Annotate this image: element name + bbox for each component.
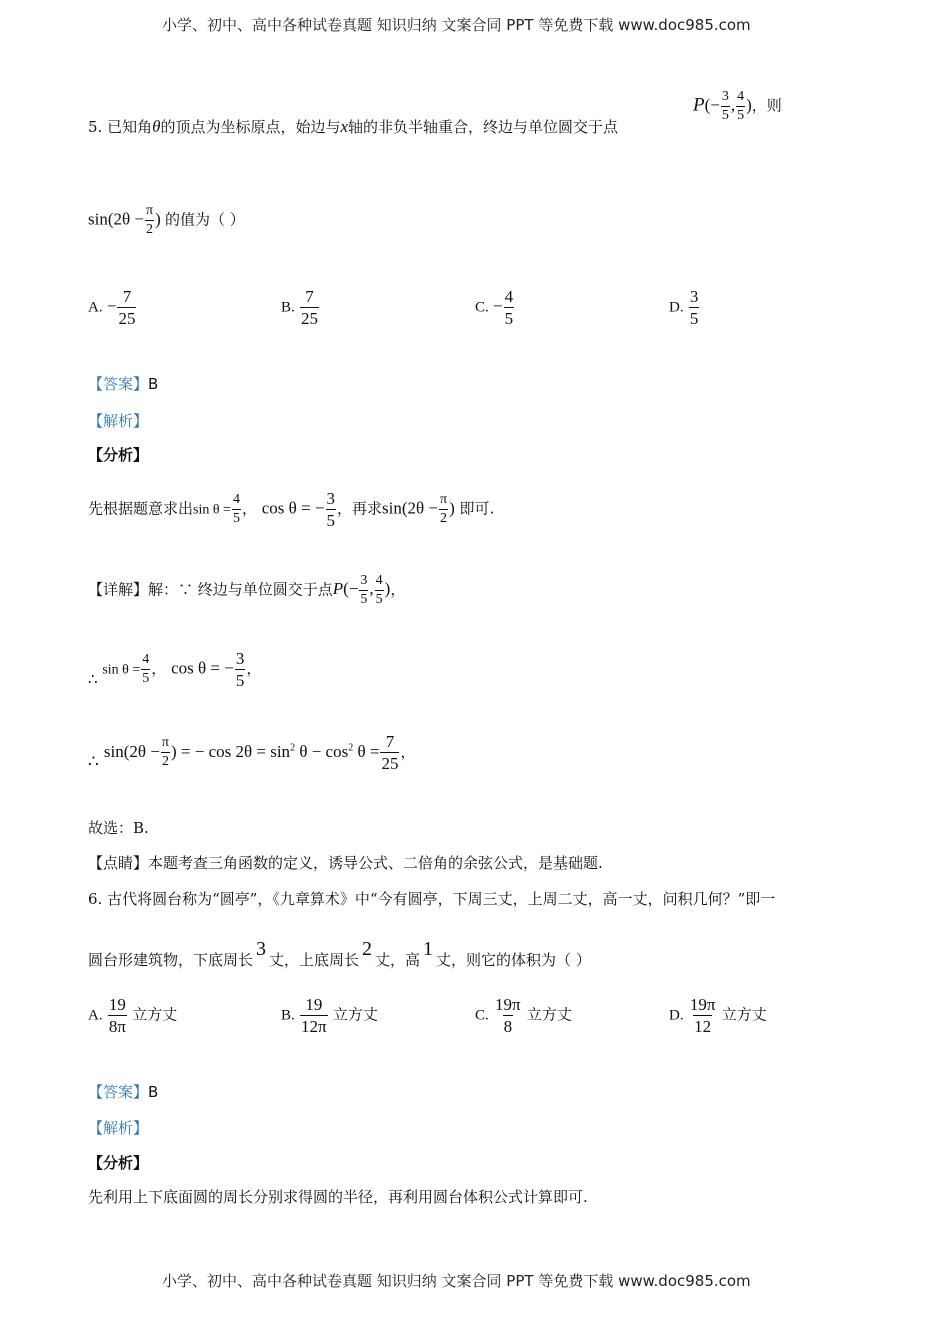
q5-option-c-label: C.	[475, 299, 489, 316]
q5-theta: θ	[152, 117, 161, 136]
q6-option-a-frac	[108, 996, 127, 1035]
q5-fx-expr-close: )	[449, 498, 455, 518]
q5-stem-text-b: 的顶点为坐标原点，始边与	[160, 118, 341, 136]
q5-step2-pi: π	[161, 735, 169, 750]
q6-answer-value: B	[148, 1083, 159, 1101]
q5-stem-line1	[88, 116, 618, 137]
q6-num-3: 3	[256, 938, 267, 960]
q5-option-d-label: D.	[669, 299, 684, 316]
q6-option-b-unit: 立方丈	[332, 1005, 378, 1024]
q5-fenxi: 【分析】	[88, 446, 149, 464]
q5-expr-num: π	[145, 203, 154, 218]
q5-option-d[interactable]	[669, 288, 700, 327]
q5-stem-text-a: 5. 已知角	[88, 118, 153, 136]
q5-option-a-den: 25	[118, 309, 136, 328]
q6-option-d-unit: 立方丈	[721, 1005, 767, 1024]
q5-step1-end: ，	[246, 659, 262, 678]
q5-xj-P: P	[332, 579, 344, 599]
q5-point-P: P	[693, 94, 705, 116]
q6-option-d-frac	[689, 996, 717, 1035]
q6-option-c[interactable]	[475, 996, 572, 1035]
q5-fenxi-text	[88, 490, 494, 529]
q5-option-c[interactable]	[475, 288, 515, 327]
q5-point-x-frac	[721, 90, 730, 123]
q5-xiangjie-text: 【详解】解：∵ 终边与单位圆交于点	[88, 580, 333, 599]
q5-xj-x-frac	[359, 574, 368, 607]
q5-option-c-num: 4	[504, 287, 514, 306]
q5-expr-frac	[145, 204, 154, 237]
q6-stem-line1: 6. 古代将圆台称为“圆亭”，《九章算术》中“今有圆亭，下周三丈，上周二丈，高一丈，问积几何？”即一	[88, 890, 776, 908]
q6-stem-text-d: 丈，则它的体积为（ ）	[436, 951, 591, 969]
q5-fx-expr-den: 2	[440, 511, 448, 526]
q5-point-y-frac	[736, 90, 745, 123]
page-footer: 小学、初中、高中各种试卷真题 知识归纳 文案合同 PPT 等免费下载 www.doc985.com	[162, 1272, 751, 1290]
q5-step1-sin-num: 4	[142, 652, 150, 667]
q5-fx-cos-den: 5	[326, 511, 335, 530]
q5-step1-sin-den: 5	[142, 671, 150, 686]
q5-dianjing: 【点睛】本题考查三角函数的定义，诱导公式、二倍角的余弦公式，是基础题.	[88, 854, 603, 872]
q5-step1-sep: ，	[151, 659, 167, 678]
q5-answer-value: B	[148, 375, 159, 393]
q6-num-2: 2	[362, 938, 373, 960]
q5-stem-text-c: 轴的非负半轴重合，终边与单位圆交于点	[348, 118, 619, 136]
q6-stem-line2	[88, 938, 591, 971]
q5-point-y-num: 4	[737, 89, 745, 104]
q5-option-c-sign: −	[493, 296, 503, 316]
q6-option-b-label: B.	[281, 1007, 295, 1024]
q5-step2-mid3: θ =	[353, 742, 380, 761]
q5-xj-y-den: 5	[375, 592, 383, 607]
q5-answer	[88, 373, 158, 394]
q5-option-a-label: A.	[88, 299, 103, 316]
q5-stem-text-d: ，则	[751, 96, 782, 115]
q6-option-c-label: C.	[475, 1007, 489, 1024]
q5-fx-cos-num: 3	[326, 489, 335, 508]
q5-point-close: )	[746, 95, 752, 115]
q5-step1	[88, 650, 261, 689]
q5-option-c-frac	[504, 288, 515, 327]
q5-step2-two: 2	[161, 754, 169, 769]
q5-option-b-num: 7	[305, 287, 314, 306]
q5-expr-den: 2	[146, 222, 154, 237]
q5-fx-text3: 即可.	[454, 499, 495, 518]
q5-fx-expr: sin(2θ −	[382, 498, 438, 518]
q6-option-b-num: 19	[305, 995, 323, 1014]
q5-step1-cos: cos θ = −	[171, 658, 234, 678]
q5-guxuan: 故选：B.	[88, 819, 149, 837]
q5-step2-therefore: ∴	[88, 752, 99, 772]
q6-stem-text-b: 丈，上底周长	[269, 951, 360, 969]
q5-option-d-frac	[689, 288, 700, 327]
q5-fx-sin-num: 4	[232, 492, 240, 507]
q6-option-a-num: 19	[108, 995, 126, 1014]
q5-fx-expr-frac	[439, 493, 448, 526]
q5-point-x-den: 5	[721, 108, 729, 123]
q5-step2-end: ，	[400, 743, 416, 761]
q5-xj-y-num: 4	[375, 573, 383, 588]
q5-step2-result-den: 25	[381, 754, 399, 773]
q6-option-d-num: 19π	[689, 995, 716, 1014]
q5-step1-sin: sin θ =	[102, 662, 141, 678]
q5-step2-sup2: 2	[348, 742, 354, 754]
q6-option-c-frac	[494, 996, 522, 1035]
page-header: 小学、初中、高中各种试卷真题 知识归纳 文案合同 PPT 等免费下载 www.doc985.com	[162, 16, 751, 34]
q5-step2	[88, 733, 415, 772]
q5-fx-expr-num: π	[440, 492, 448, 507]
q6-option-c-num: 19π	[495, 995, 521, 1014]
q6-fenxi-text: 先利用上下底面圆的周长分别求得圆的半径，再利用圆台体积公式计算即可.	[88, 1188, 588, 1206]
q6-option-a-label: A.	[88, 1007, 103, 1024]
q5-xj-open: (−	[343, 579, 359, 599]
q5-expression	[88, 204, 245, 237]
q6-option-a[interactable]	[88, 996, 177, 1035]
q5-xj-x-den: 5	[360, 592, 368, 607]
q5-step1-sin-frac	[141, 653, 150, 686]
q5-step2-lhs: sin(2θ −	[103, 742, 160, 761]
q5-expr-close: )	[155, 209, 161, 229]
q5-option-b-den: 25	[301, 309, 319, 328]
q5-fx-sep: ，	[241, 499, 257, 518]
q6-stem-text-a: 圆台形建筑物，下底周长	[88, 951, 254, 969]
q6-jiexi: 【解析】	[88, 1119, 149, 1137]
q5-fx-cos: cos θ = −	[261, 498, 325, 518]
q5-xiangjie	[88, 574, 405, 607]
q5-step1-therefore: ∴	[88, 669, 98, 688]
q5-option-b-frac	[300, 288, 319, 327]
q6-option-b[interactable]	[281, 996, 378, 1035]
q5-jiexi: 【解析】	[88, 412, 149, 430]
q5-option-d-den: 5	[689, 309, 699, 328]
q5-fx-cos-frac	[326, 490, 337, 529]
q6-answer	[88, 1081, 158, 1102]
q5-step1-cos-num: 3	[235, 649, 245, 668]
q5-expr-pre: sin(2θ −	[88, 209, 144, 229]
q5-point	[693, 90, 782, 123]
q5-option-d-num: 3	[689, 287, 699, 306]
q5-step2-result-num: 7	[385, 732, 395, 751]
q5-option-a-sign: −	[106, 296, 117, 316]
q6-option-d-den: 12	[694, 1017, 712, 1036]
q5-step2-frac-pi	[161, 736, 170, 769]
q6-option-b-frac	[300, 996, 328, 1035]
q5-point-y-den: 5	[737, 108, 745, 123]
q5-x: x	[340, 117, 349, 136]
q5-option-a-num: 7	[122, 287, 132, 306]
q5-fx-sin-frac	[232, 493, 241, 526]
q5-fx-text1: 先根据题意求出	[88, 499, 194, 518]
q5-xj-close: )	[384, 579, 391, 599]
q5-fx-text2: ，再求	[337, 499, 383, 518]
q5-point-comma: ,	[730, 95, 736, 115]
q6-option-d[interactable]	[669, 996, 767, 1035]
q5-fx-sin: sin θ =	[193, 502, 231, 518]
q6-option-a-unit: 立方丈	[132, 1005, 178, 1024]
q6-option-d-label: D.	[669, 1007, 684, 1024]
q5-xj-end: ，	[390, 580, 406, 599]
q5-option-c-den: 5	[504, 309, 514, 328]
q6-option-c-unit: 立方丈	[526, 1005, 572, 1024]
q6-option-a-den: 8π	[108, 1017, 126, 1036]
q5-option-a[interactable]	[88, 288, 137, 327]
q5-stem-line2: 的值为（ ）	[164, 210, 245, 229]
q5-point-x-num: 3	[721, 89, 729, 104]
q5-xj-x-num: 3	[360, 573, 368, 588]
q5-xj-y-frac	[375, 574, 384, 607]
q5-step1-cos-frac	[235, 650, 246, 689]
q5-step2-result-frac	[380, 733, 399, 772]
q5-step2-sup1: 2	[290, 742, 296, 754]
q5-step2-mid: ) = − cos 2θ = sin	[170, 742, 291, 761]
q5-step2-mid2: θ − cos	[295, 742, 349, 761]
q6-option-b-den: 12π	[301, 1017, 327, 1036]
q5-option-a-frac	[117, 288, 136, 327]
q5-option-b[interactable]	[281, 288, 320, 327]
q5-answer-tag: 【答案】	[88, 375, 149, 393]
q5-xj-comma: ,	[369, 579, 374, 599]
q5-fx-sin-den: 5	[232, 511, 240, 526]
q6-num-1: 1	[423, 938, 434, 960]
q6-fenxi: 【分析】	[88, 1154, 149, 1172]
q6-stem-text-c: 丈，高	[375, 951, 421, 969]
q6-answer-tag: 【答案】	[88, 1083, 149, 1101]
q6-option-c-den: 8	[503, 1017, 513, 1036]
q5-point-open: (−	[704, 95, 720, 115]
q5-step1-cos-den: 5	[235, 671, 245, 690]
q5-option-b-label: B.	[281, 299, 295, 316]
